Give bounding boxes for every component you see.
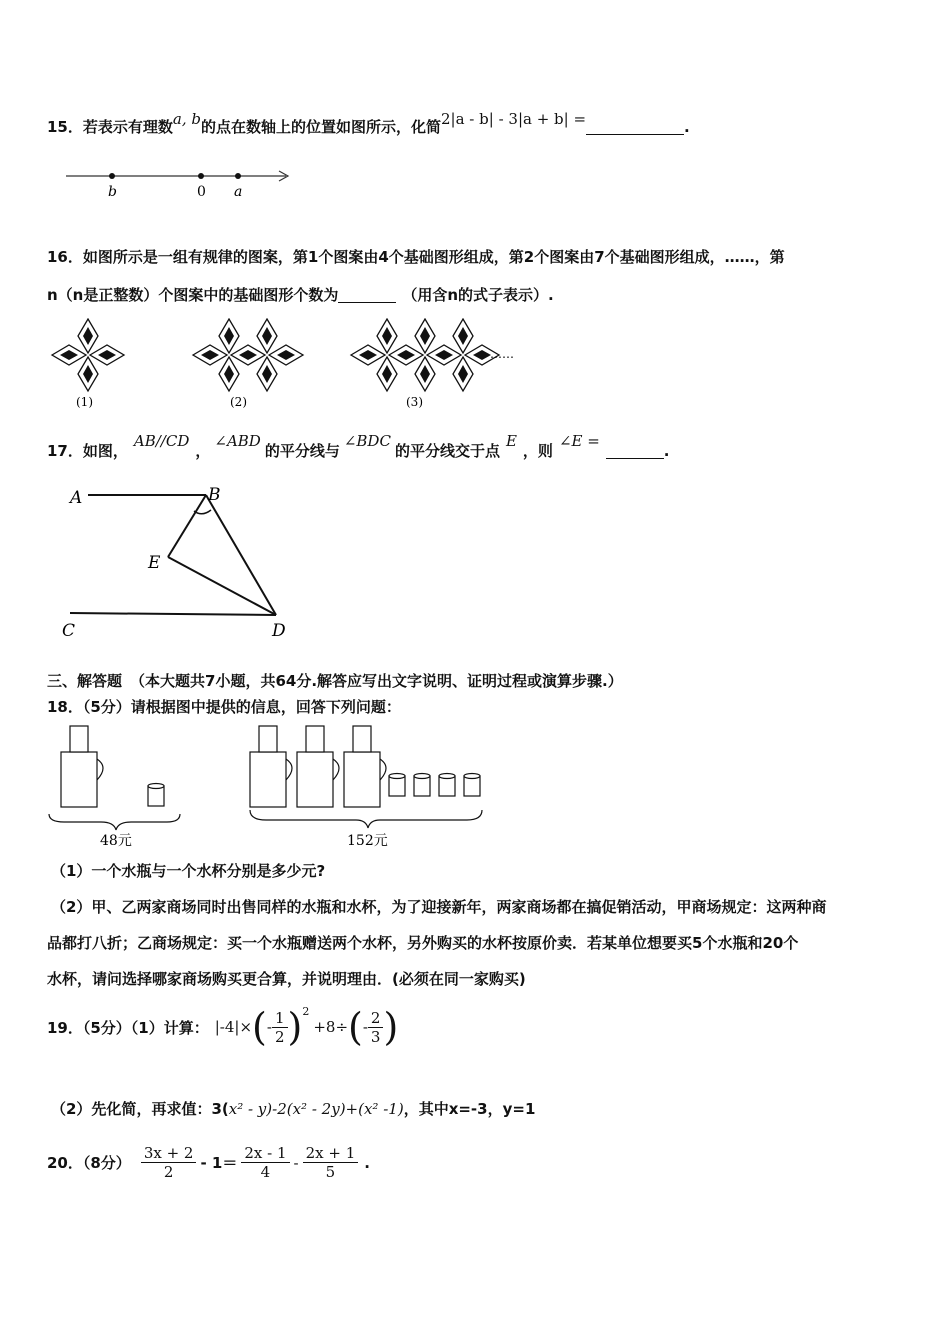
q17-text3: 的平分线交于点: [394, 442, 500, 460]
point-label-d: D: [272, 621, 286, 641]
q19-close-paren-1: ): [287, 1005, 303, 1049]
q20-fraction-3: [303, 1144, 359, 1181]
cup-right-4: [464, 774, 480, 797]
q19-minus-2: -: [362, 1018, 368, 1036]
q15-text-middle: 的点在数轴上的位置如图所示，化简: [200, 118, 441, 136]
q19-fraction-2: [368, 1009, 384, 1046]
pattern-figures: [50, 318, 540, 413]
q16-line1: [47, 246, 785, 267]
q19-header: 19．（5分）（1）计算：: [47, 1018, 209, 1037]
q19-fraction-1: [272, 1009, 288, 1046]
q17-angle-bdc: ∠BDC: [343, 432, 391, 450]
q19-frac2-num: 2: [368, 1009, 384, 1028]
q19-sub2-expr: x² - y)-2(x² - 2y)+(x² -1): [228, 1100, 404, 1118]
q16-line2-b: （用含n的式子表示）.: [402, 286, 554, 304]
pattern-label-1: (1): [76, 395, 93, 409]
q20-f1-den: 2: [163, 1163, 174, 1181]
q20-f1-num: 3x + 2: [141, 1144, 197, 1163]
q16-answer-blank[interactable]: [338, 286, 396, 303]
q20-fraction-1: [141, 1144, 197, 1181]
q17-text4: ，则: [522, 442, 553, 460]
price-48: 48元: [100, 833, 132, 849]
q19-open-paren-2: (: [348, 1005, 363, 1049]
bottle-left: [61, 726, 103, 807]
q16-number: 16．: [47, 248, 83, 266]
q15-number: 15．: [47, 118, 83, 136]
cup-right-2: [414, 774, 430, 797]
q20-f2-den: 4: [260, 1163, 271, 1181]
axis-label-b: b: [108, 184, 117, 200]
section3-heading: [47, 670, 623, 691]
q19-sub2-label: （2）先化简，再求值：3(: [51, 1100, 229, 1118]
q18-sub2-line2: 品都打八折；乙商场规定：买一个水瓶赠送两个水杯，另外购买的水杯按原价卖．若某单位想要买5个水瓶和20个: [47, 934, 799, 952]
q18-header: 18．（5分）请根据图中提供的信息，回答下列问题：: [47, 698, 401, 716]
q20-line: [47, 1144, 370, 1181]
point-label-b: B: [208, 485, 221, 505]
q15-text: [47, 110, 690, 137]
q19-exponent: 2: [302, 1004, 310, 1018]
section3-title: 三、解答题: [47, 672, 123, 690]
pattern-ellipsis: ……: [490, 347, 514, 361]
q19-line1: [47, 1004, 399, 1049]
q15-text-before: 若表示有理数: [82, 118, 173, 136]
q17-text1: 如图，: [82, 442, 128, 460]
q20-f3-num: 2x + 1: [303, 1144, 359, 1163]
q16-line2-a: n（n是正整数）个图案中的基础图形个数为: [47, 286, 339, 304]
geometry-figure: [58, 480, 308, 645]
q16-line1-text: 如图所示是一组有规律的图案，第1个图案由4个基础图形组成，第2个图案由7个基础图形组成，……，第: [82, 248, 785, 266]
q19-frac1-num: 1: [272, 1009, 288, 1028]
pattern-3: [351, 319, 499, 391]
q17-angle-e: ∠E =: [558, 432, 600, 450]
point-label-a: A: [70, 488, 83, 508]
q17-text2: 的平分线与: [264, 442, 340, 460]
q20-minus-one: - 1＝: [200, 1154, 238, 1172]
axis-label-a: a: [234, 184, 243, 200]
q17-angle-abd: ∠ABD: [214, 432, 261, 450]
pattern-1: [52, 319, 124, 391]
q18-sub2-line3: 水杯，请问选择哪家商场购买更合算，并说明理由．(必须在同一家购买): [47, 970, 526, 988]
q17-parallel: AB//CD: [133, 432, 190, 450]
section3-note: （本大题共7小题，共64分.解答应写出文字说明、证明过程或演算步骤.）: [130, 672, 623, 690]
q16-line2: [47, 284, 554, 305]
q19-open-paren-1: (: [252, 1005, 267, 1049]
q17-number: 17．: [47, 442, 83, 460]
q15-answer-blank[interactable]: [586, 118, 684, 135]
q19-frac1-den: 2: [274, 1027, 285, 1046]
q19-frac2-den: 3: [370, 1027, 381, 1046]
q17-comma: ，: [195, 442, 211, 460]
number-line: [60, 164, 300, 204]
q19-line2: [51, 1098, 535, 1119]
q19-expr-part1: |-4|×: [214, 1018, 253, 1036]
q20-end: .: [364, 1153, 370, 1172]
cup-right-1: [389, 774, 405, 797]
axis-label-0: 0: [197, 184, 206, 200]
q18-sub2-line1: （2）甲、乙两家商场同时出售同样的水瓶和水杯，为了迎接新年，两家商场都在搞促销活动，甲商场规定：这两种商: [51, 898, 827, 916]
q15-end: .: [684, 118, 690, 136]
q20-f2-num: 2x - 1: [241, 1144, 289, 1163]
pattern-label-2: (2): [230, 395, 247, 409]
q20-f3-den: 5: [325, 1163, 336, 1181]
q17-text: [47, 432, 670, 461]
cup-right-3: [439, 774, 455, 797]
q17-end: .: [663, 442, 670, 460]
point-label-e: E: [148, 553, 161, 573]
pattern-2: [193, 319, 303, 391]
q19-close-paren-2: ): [383, 1005, 399, 1049]
price-152: 152元: [347, 833, 388, 849]
q19-minus-1: -: [266, 1018, 272, 1036]
point-label-c: C: [62, 621, 76, 641]
bottle-right-3: [344, 726, 386, 807]
pattern-label-3: (3): [406, 395, 423, 409]
q18-sub1: （1）一个水瓶与一个水杯分别是多少元?: [51, 862, 326, 880]
q17-point-e: E: [505, 432, 517, 450]
q19-sub2-tail: ，其中x=-3，y=1: [403, 1100, 536, 1118]
q15-vars: a, b: [172, 110, 201, 128]
cup-left: [148, 784, 164, 807]
q15-expression: 2|a - b| - 3|a + b| =: [441, 110, 587, 128]
q20-header: 20．（8分）: [47, 1154, 131, 1172]
q19-expr-part2: +8÷: [313, 1018, 349, 1036]
q20-fraction-2: [241, 1144, 289, 1181]
bottle-right-1: [250, 726, 292, 807]
q17-answer-blank[interactable]: [606, 442, 664, 459]
q20-minus: -: [293, 1153, 299, 1172]
bottle-cup-figure: [44, 722, 494, 850]
bottle-right-2: [297, 726, 339, 807]
